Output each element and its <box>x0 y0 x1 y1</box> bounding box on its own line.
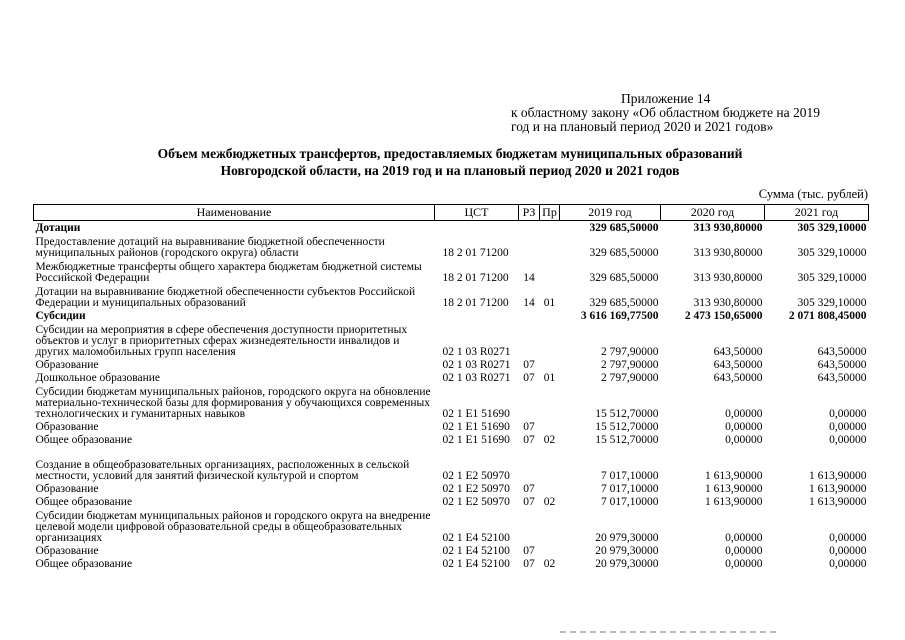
scan-artifact <box>560 631 780 633</box>
row-rz: 07 <box>523 359 535 371</box>
row-pr <box>540 508 560 544</box>
row-2019: 7 017,10000 <box>601 470 659 482</box>
row-name: Предоставление дотаций на выравнивание бюджетной обеспеченности муниципальных районов (городского округа) области <box>35 236 385 259</box>
col-header-pr: Пр <box>540 205 560 221</box>
row-2020: 1 613,90000 <box>705 470 763 482</box>
row-rz: 07 <box>523 545 535 557</box>
table-row <box>34 358 869 371</box>
row-rz <box>519 322 540 358</box>
row-2020: 643,50000 <box>713 359 763 371</box>
table-row <box>34 371 869 384</box>
row-2019: 15 512,70000 <box>595 434 659 446</box>
row-2021: 0,00000 <box>829 408 867 420</box>
row-pr <box>540 384 560 420</box>
row-cst: 02 1 E2 50970 <box>442 483 510 495</box>
row-2021: 0,00000 <box>829 545 867 557</box>
row-cst: 18 2 01 71200 <box>442 247 509 259</box>
row-2020: 0,00000 <box>725 545 763 557</box>
row-2020: 1 613,90000 <box>705 483 763 495</box>
row-2020: 0,00000 <box>725 434 763 446</box>
row-2019: 20 979,30000 <box>595 532 659 544</box>
row-name: Субсидии бюджетам муниципальных районов и городского округа на внедрение целевой модели цифровой образовательной среды в общеобразовательных организациях <box>35 510 431 544</box>
row-name: Образование <box>35 421 99 433</box>
row-rz: 14 <box>523 272 535 284</box>
row-2019: 20 979,30000 <box>595 545 659 557</box>
table-row <box>34 557 869 570</box>
row-2021: 2 071 808,45000 <box>788 310 867 322</box>
heading-line-2: Новгородской области, на 2019 год и на плановый период 2020 и 2021 годов <box>220 163 680 178</box>
row-2021: 0,00000 <box>829 421 867 433</box>
document-heading <box>30 145 870 179</box>
row-cst: 02 1 03 R0271 <box>442 346 511 358</box>
table-row <box>34 259 869 284</box>
row-2019: 15 512,70000 <box>595 408 659 420</box>
row-cst <box>435 309 519 322</box>
row-pr: 01 <box>543 297 556 309</box>
table-header-row <box>34 205 869 221</box>
table-row <box>34 309 869 322</box>
row-name: Дотации <box>35 222 81 234</box>
row-name: Межбюджетные трансферты общего характера бюджетам бюджетной системы Российской Федерации <box>35 261 422 284</box>
row-rz: 07 <box>523 483 535 495</box>
row-rz: 07 <box>523 434 535 446</box>
row-2021: 305 329,10000 <box>797 247 867 259</box>
table-row <box>34 284 869 309</box>
row-2019: 329 685,50000 <box>589 272 659 284</box>
row-2021: 643,50000 <box>817 346 867 358</box>
row-2021: 1 613,90000 <box>809 470 867 482</box>
row-rz: 14 <box>523 297 535 309</box>
row-name: Создание в общеобразовательных организациях, расположенных в сельской местности, условий для занятий физической культурой и спортом <box>35 459 410 482</box>
row-pr <box>540 309 560 322</box>
row-name: Субсидии на мероприятия в сфере обеспечения доступности приоритетных объектов и услуг в приоритетных сферах жизнедеятельности инвалидов и других маломобильных групп населения <box>35 324 408 358</box>
row-rz <box>519 446 540 482</box>
units-note: Сумма (тыс. рублей) <box>758 187 868 201</box>
col-header-name: Наименование <box>34 205 435 221</box>
row-pr <box>540 234 560 259</box>
row-rz: 07 <box>523 558 535 570</box>
row-2021: 0,00000 <box>829 434 867 446</box>
row-cst: 02 1 E4 52100 <box>442 545 510 557</box>
row-name: Образование <box>35 483 99 495</box>
table-row <box>34 482 869 495</box>
row-pr: 01 <box>543 372 556 384</box>
row-2020: 0,00000 <box>725 558 763 570</box>
col-header-2019: 2019 год <box>560 205 661 221</box>
row-name: Образование <box>35 545 99 557</box>
row-2021: 305 329,10000 <box>797 272 867 284</box>
col-header-2021: 2021 год <box>765 205 869 221</box>
row-rz: 07 <box>523 372 535 384</box>
row-name: Субсидии <box>35 310 86 322</box>
row-pr <box>540 446 560 482</box>
row-2020: 0,00000 <box>725 421 763 433</box>
table-row <box>34 420 869 433</box>
row-2021: 1 613,90000 <box>809 483 867 495</box>
row-2021: 1 613,90000 <box>809 496 867 508</box>
row-2019: 15 512,70000 <box>595 421 659 433</box>
appendix-note <box>511 92 881 134</box>
row-2020: 1 613,90000 <box>705 496 763 508</box>
row-name: Общее образование <box>35 496 133 508</box>
row-cst: 02 1 E1 51690 <box>442 408 510 420</box>
row-2019: 2 797,90000 <box>601 359 659 371</box>
row-2021: 643,50000 <box>817 359 867 371</box>
col-header-cst: ЦСТ <box>435 205 519 221</box>
row-2019: 2 797,90000 <box>601 346 659 358</box>
table-row <box>34 322 869 358</box>
row-pr: 02 <box>543 434 556 446</box>
row-2020: 2 473 150,65000 <box>684 310 763 322</box>
table-row <box>34 446 869 482</box>
row-rz: 07 <box>523 421 535 433</box>
heading-line-1: Объем межбюджетных трансфертов, предоставляемых бюджетам муниципальных образований <box>157 146 743 161</box>
row-cst: 02 1 E1 51690 <box>442 434 510 446</box>
row-cst: 02 1 E1 51690 <box>442 421 510 433</box>
row-2021: 643,50000 <box>817 372 867 384</box>
row-2021: 0,00000 <box>829 558 867 570</box>
table-row <box>34 544 869 557</box>
table-row <box>34 234 869 259</box>
table-row <box>34 508 869 544</box>
row-cst: 18 2 01 71200 <box>442 272 509 284</box>
row-cst: 02 1 E2 50970 <box>442 496 510 508</box>
row-cst: 18 2 01 71200 <box>442 297 509 309</box>
row-pr: 02 <box>543 496 556 508</box>
row-2019: 329 685,50000 <box>589 247 659 259</box>
row-2020: 643,50000 <box>713 346 763 358</box>
row-cst: 02 1 03 R0271 <box>442 359 511 371</box>
row-rz <box>519 221 540 235</box>
row-name: Дошкольное образование <box>35 372 161 384</box>
row-cst: 02 1 03 R0271 <box>442 372 511 384</box>
row-name: Общее образование <box>35 558 133 570</box>
row-2021: 305 329,10000 <box>797 297 867 309</box>
row-pr <box>540 420 560 433</box>
row-2021: 0,00000 <box>829 532 867 544</box>
row-pr <box>540 221 560 235</box>
row-pr <box>540 322 560 358</box>
row-2019: 7 017,10000 <box>601 483 659 495</box>
table-row <box>34 384 869 420</box>
row-pr <box>540 482 560 495</box>
row-2020: 313 930,80000 <box>693 247 763 259</box>
row-pr <box>540 259 560 284</box>
appendix-line-2: год и на плановый период 2020 и 2021 годов» <box>511 119 774 134</box>
appendix-line-1: к областному закону «Об областном бюджете на 2019 <box>511 105 820 120</box>
row-2020: 313 930,80000 <box>693 222 763 234</box>
row-2019: 3 616 169,77500 <box>580 310 659 322</box>
row-pr: 02 <box>543 558 556 570</box>
row-cst: 02 1 E4 52100 <box>442 558 510 570</box>
row-rz <box>519 309 540 322</box>
row-2020: 0,00000 <box>725 532 763 544</box>
row-cst <box>435 221 519 235</box>
row-name: Общее образование <box>35 434 133 446</box>
row-2019: 329 685,50000 <box>589 297 659 309</box>
row-2020: 313 930,80000 <box>693 297 763 309</box>
table-row <box>34 495 869 508</box>
row-name: Дотации на выравнивание бюджетной обеспеченности субъектов Российской Федерации и муниципальных образований <box>35 286 416 309</box>
col-header-2020: 2020 год <box>661 205 765 221</box>
row-cst: 02 1 E4 52100 <box>442 532 510 544</box>
appendix-title: Приложение 14 <box>621 91 711 106</box>
col-header-rz: РЗ <box>519 205 540 221</box>
table-row <box>34 221 869 235</box>
row-2020: 0,00000 <box>725 408 763 420</box>
row-pr <box>540 544 560 557</box>
row-pr <box>540 358 560 371</box>
row-name: Образование <box>35 359 99 371</box>
row-rz <box>519 508 540 544</box>
row-rz <box>519 384 540 420</box>
transfers-table <box>33 204 869 570</box>
row-cst: 02 1 E2 50970 <box>442 470 510 482</box>
table-row <box>34 433 869 446</box>
row-2019: 329 685,50000 <box>589 222 659 234</box>
row-2019: 2 797,90000 <box>601 372 659 384</box>
row-2019: 7 017,10000 <box>601 496 659 508</box>
row-2019: 20 979,30000 <box>595 558 659 570</box>
row-name: Субсидии бюджетам муниципальных районов, городского округа на обновление материально-технической базы для формирования у обучающихся современных технологических и гуманитарных навыков <box>35 386 431 420</box>
row-rz <box>519 234 540 259</box>
row-2020: 643,50000 <box>713 372 763 384</box>
row-2021: 305 329,10000 <box>797 222 867 234</box>
row-2020: 313 930,80000 <box>693 272 763 284</box>
row-rz: 07 <box>523 496 535 508</box>
